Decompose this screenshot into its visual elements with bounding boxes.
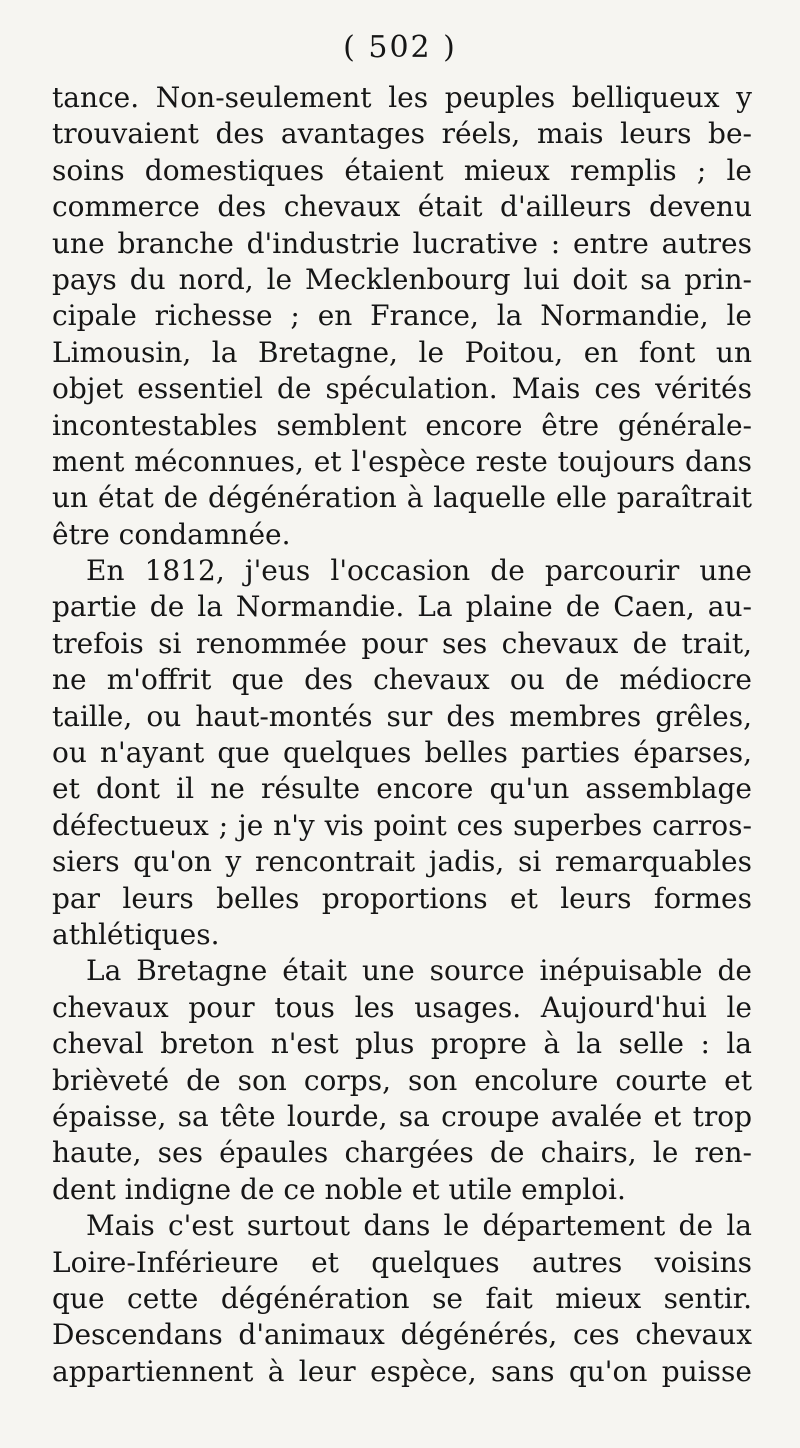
text-line: objet essentiel de spéculation. Mais ces vérités [52,372,752,406]
text-line: être condamnée. [52,517,291,551]
page-number: ( 502 ) [343,30,457,65]
text-line: épaisse, sa tête lourde, sa croupe avalée et trop [52,1099,752,1133]
text-line: chevaux pour tous les usages. Aujourd'hui le [52,990,752,1024]
text-line: que cette dégénération se fait mieux sentir. [52,1281,752,1315]
text-line: cipale richesse ; en France, la Normandie, le [52,299,752,333]
text-line: commerce des chevaux était d'ailleurs devenu [52,190,752,224]
text-line: ment méconnues, et l'espèce reste toujours dans [52,444,752,478]
text-line: pays du nord, le Mecklenbourg lui doit sa prin- [52,262,752,296]
text-line: ou n'ayant que quelques belles parties éparses, [52,736,752,770]
text-line: ne m'offrit que des chevaux ou de médiocre [52,663,752,697]
paragraph-first-line: La Bretagne était une source inépuisable de [86,954,752,988]
text-line: trefois si renommée pour ses chevaux de trait, [52,626,752,660]
text-line: cheval breton n'est plus propre à la selle : la [52,1027,752,1061]
text-line: incontestables semblent encore être générale- [52,408,752,442]
paragraph-first-line: Mais c'est surtout dans le département de la [86,1209,752,1243]
text-line: Limousin, la Bretagne, le Poitou, en font un [52,335,752,369]
paragraph-first-line: En 1812, j'eus l'occasion de parcourir une [86,554,752,588]
text-line: athlétiques. [52,917,220,951]
text-line: trouvaient des avantages réels, mais leurs be- [52,117,752,151]
text-line: haute, ses épaules chargées de chairs, le ren- [52,1136,752,1170]
text-line: Descendans d'animaux dégénérés, ces chevaux [52,1318,752,1352]
text-line: Loire-Inférieure et quelques autres voisins [52,1245,752,1279]
text-line: soins domestiques étaient mieux remplis ; le [52,153,752,187]
text-line: un état de dégénération à laquelle elle paraîtrait [52,481,752,515]
text-line: appartiennent à leur espèce, sans qu'on puisse [52,1354,752,1388]
text-line: taille, ou haut-montés sur des membres grêles, [52,699,752,733]
text-line: siers qu'on y rencontrait jadis, si remarquables [52,845,752,879]
text-line: défectueux ; je n'y vis point ces superbes carros- [52,808,752,842]
text-line: par leurs belles proportions et leurs formes [52,881,752,915]
text-line: brièveté de son corps, son encolure courte et [52,1063,752,1097]
text-line: tance. Non-seulement les peuples belliqueux y [52,81,752,114]
text-line: et dont il ne résulte encore qu'un assemblage [52,772,752,806]
text-line: dent indigne de ce noble et utile emploi. [52,1172,626,1206]
text-line: une branche d'industrie lucrative : entre autres [52,226,752,260]
body-text [52,80,752,1390]
text-line: partie de la Normandie. La plaine de Caen, au- [52,590,752,624]
